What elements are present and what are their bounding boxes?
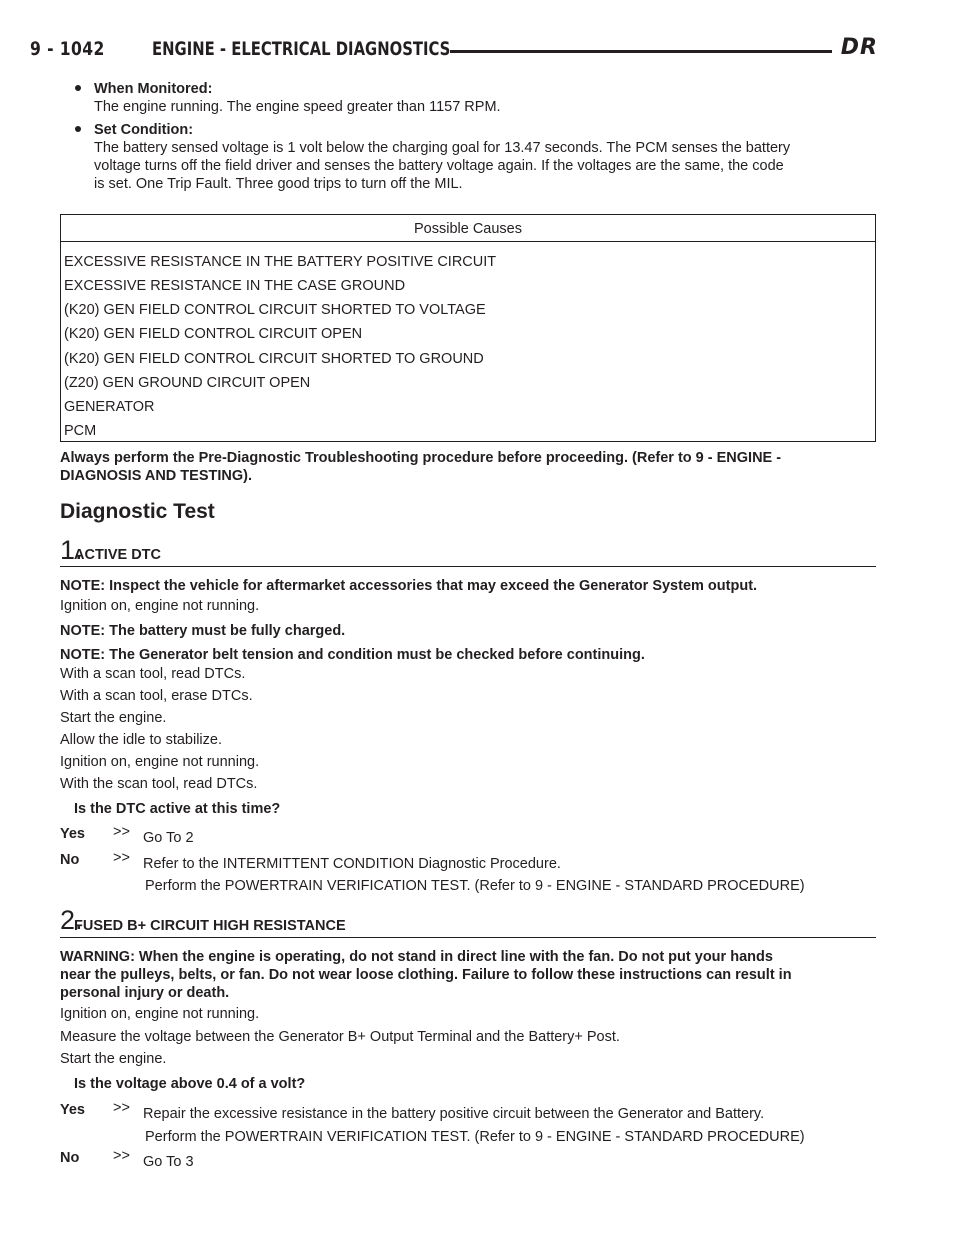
yes-action: Go To 2	[143, 830, 194, 846]
yes-label: Yes	[60, 1102, 85, 1118]
bullet-text: The engine running. The engine speed greater than 1157 RPM.	[94, 99, 501, 115]
always-note-line: Always perform the Pre-Diagnostic Troubleshooting procedure before proceeding. (Refer to 9 - ENGINE -	[60, 450, 782, 466]
always-note	[60, 449, 876, 485]
instruction: With the scan tool, read DTCs.	[60, 776, 258, 792]
warning	[60, 948, 876, 1002]
yes-action: Repair the excessive resistance in the battery positive circuit between the Generator and Battery.	[143, 1106, 765, 1122]
chapter-title: ENGINE - ELECTRICAL DIAGNOSTICS	[152, 38, 451, 60]
arrow: >>	[113, 1100, 130, 1116]
instruction: Ignition on, engine not running.	[60, 1006, 260, 1022]
table-header: Possible Causes	[61, 215, 875, 242]
step-title: ACTIVE DTC	[74, 547, 161, 563]
instruction: Ignition on, engine not running.	[60, 754, 260, 770]
instruction: Start the engine.	[60, 1051, 167, 1067]
bullet-text-line: The battery sensed voltage is 1 volt below the charging goal for 13.47 seconds. The PCM senses the battery	[94, 140, 791, 156]
no-action-verify: Perform the POWERTRAIN VERIFICATION TEST. (Refer to 9 - ENGINE - STANDARD PROCEDURE)	[145, 878, 805, 894]
section-title: Diagnostic Test	[60, 500, 215, 523]
instruction: With a scan tool, read DTCs.	[60, 666, 246, 682]
note: NOTE: Inspect the vehicle for aftermarket accessories that may exceed the Generator System output.	[60, 578, 758, 594]
yes-action-verify: Perform the POWERTRAIN VERIFICATION TEST. (Refer to 9 - ENGINE - STANDARD PROCEDURE)	[145, 1129, 805, 1145]
table-row: (K20) GEN FIELD CONTROL CIRCUIT SHORTED TO GROUND	[64, 351, 484, 367]
no-action: Go To 3	[143, 1154, 194, 1170]
table-row: PCM	[64, 423, 97, 439]
bullet-label: Set Condition:	[94, 122, 194, 138]
question: Is the DTC active at this time?	[74, 801, 281, 817]
step-rule	[60, 566, 876, 567]
table-row: (K20) GEN FIELD CONTROL CIRCUIT SHORTED TO VOLTAGE	[64, 302, 486, 318]
always-note-line: DIAGNOSIS AND TESTING).	[60, 468, 252, 484]
step-number: 2.	[60, 905, 83, 935]
note: NOTE: The Generator belt tension and condition must be checked before continuing.	[60, 647, 645, 663]
table-row: (Z20) GEN GROUND CIRCUIT OPEN	[64, 375, 311, 391]
arrow: >>	[113, 850, 130, 866]
no-label: No	[60, 852, 80, 868]
bullet-text-line: is set. One Trip Fault. Three good trips to turn off the MIL.	[94, 176, 463, 192]
instruction: Ignition on, engine not running.	[60, 598, 260, 614]
table-row: (K20) GEN FIELD CONTROL CIRCUIT OPEN	[64, 326, 363, 342]
no-label: No	[60, 1150, 80, 1166]
warning-line: personal injury or death.	[60, 985, 230, 1001]
table-row: GENERATOR	[64, 399, 155, 415]
page-number: 9 - 1042	[30, 38, 105, 60]
instruction: Measure the voltage between the Generator B+ Output Terminal and the Battery+ Post.	[60, 1029, 620, 1045]
warning-line: near the pulleys, belts, or fan. Do not wear loose clothing. Failure to follow these instructions can result in	[60, 967, 792, 983]
step-rule	[60, 937, 876, 938]
possible-causes-table	[60, 214, 876, 442]
question: Is the voltage above 0.4 of a volt?	[74, 1076, 306, 1092]
table-row: EXCESSIVE RESISTANCE IN THE CASE GROUND	[64, 278, 406, 294]
bullet-icon	[75, 85, 81, 91]
note: NOTE: The battery must be fully charged.	[60, 623, 346, 639]
bullet-label: When Monitored:	[94, 81, 213, 97]
page-header	[30, 36, 878, 70]
arrow: >>	[113, 1148, 130, 1164]
model-code: DR	[840, 35, 878, 60]
bullet-icon	[75, 126, 81, 132]
arrow: >>	[113, 824, 130, 840]
header-rule	[450, 50, 832, 53]
step-number: 1.	[60, 535, 83, 565]
table-row: EXCESSIVE RESISTANCE IN THE BATTERY POSITIVE CIRCUIT	[64, 254, 497, 270]
instruction: With a scan tool, erase DTCs.	[60, 688, 253, 704]
yes-label: Yes	[60, 826, 85, 842]
instruction: Allow the idle to stabilize.	[60, 732, 222, 748]
bullet-text-line: voltage turns off the field driver and senses the battery voltage again. If the voltages are the same, the code	[94, 158, 784, 174]
step-title: FUSED B+ CIRCUIT HIGH RESISTANCE	[74, 918, 346, 934]
no-action: Refer to the INTERMITTENT CONDITION Diagnostic Procedure.	[143, 856, 561, 872]
warning-line: WARNING: When the engine is operating, do not stand in direct line with the fan. Do not put your hands	[60, 949, 773, 965]
instruction: Start the engine.	[60, 710, 167, 726]
